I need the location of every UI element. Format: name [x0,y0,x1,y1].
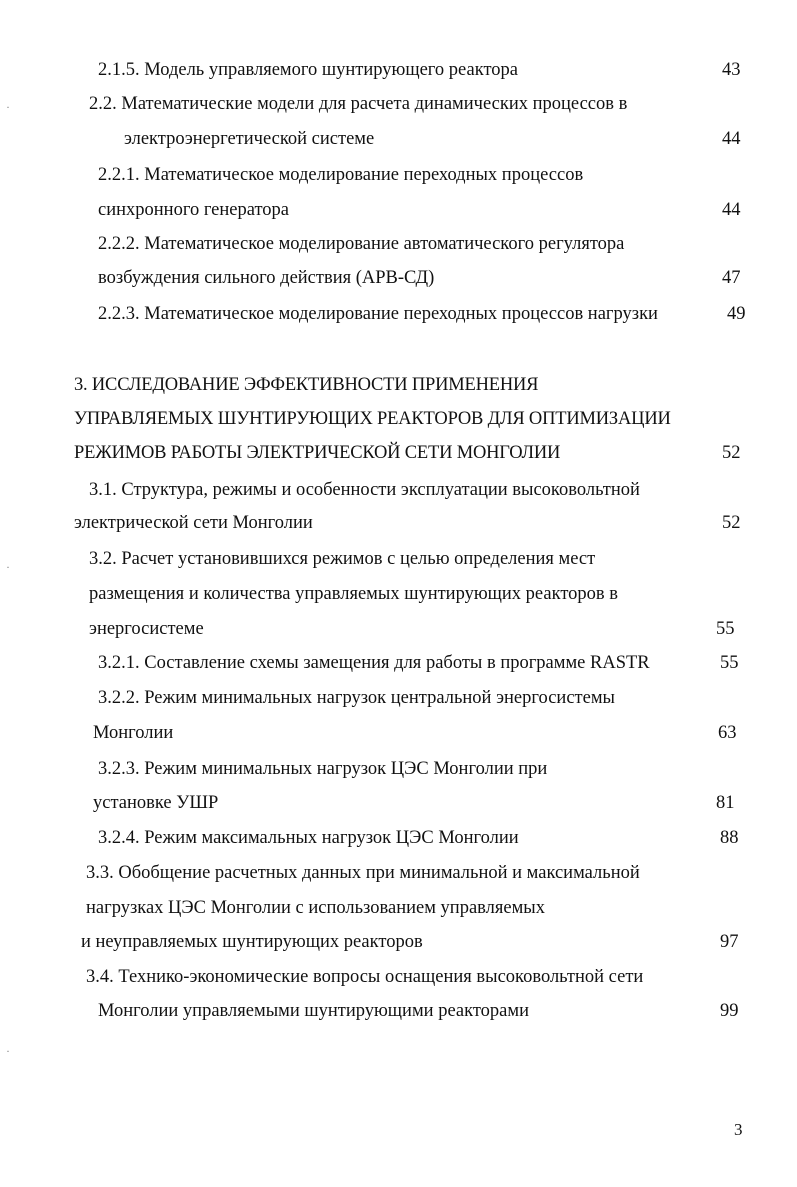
toc-entry-page: 88 [720,828,739,848]
toc-entry-text: электрической сети Монголии [74,513,313,533]
toc-entry-text: Монголии [93,723,174,743]
toc-entry-text: установке УШР [93,793,219,813]
chapter-heading-line: РЕЖИМОВ РАБОТЫ ЭЛЕКТРИЧЕСКОЙ СЕТИ МОНГОЛИИ [74,443,561,463]
toc-entry-text: 2.2. Математические модели для расчета динамических процессов в [89,94,628,114]
toc-entry-text: нагрузках ЦЭС Монголии с использованием управляемых [86,898,545,918]
toc-entry-page: 49 [727,304,746,324]
toc-entry-text: 2.2.1. Математическое моделирование переходных процессов [98,165,584,185]
toc-entry-text: 3.2.1. Составление схемы замещения для работы в программе RASTR [98,653,650,673]
toc-entry-page: 44 [722,200,741,220]
page-number: 3 [734,1120,743,1139]
toc-entry-text: 3.2. Расчет установившихся режимов с целью определения мест [89,549,596,569]
toc-entry-text: 3.4. Технико-экономические вопросы оснащения высоковольтной сети [86,967,644,987]
toc-entry-page: 63 [718,723,737,743]
chapter-heading-line: УПРАВЛЯЕМЫХ ШУНТИРУЮЩИХ РЕАКТОРОВ ДЛЯ ОПТИМИЗАЦИИ [74,409,671,429]
toc-entry-page: 55 [716,619,735,639]
toc-entry-text: 3.2.4. Режим максимальных нагрузок ЦЭС Монголии [98,828,519,848]
toc-entry-text: 3.2.3. Режим минимальных нагрузок ЦЭС Монголии при [98,759,548,779]
toc-entry-page: 52 [722,513,741,533]
scan-artifact: · [6,100,10,114]
toc-entry-text: 2.2.2. Математическое моделирование автоматического регулятора [98,234,625,254]
toc-entry-text: 2.1.5. Модель управляемого шунтирующего реактора [98,60,518,80]
toc-entry-text: возбуждения сильного действия (АРВ-СД) [98,268,435,288]
toc-entry-text: электроэнергетической системе [124,129,375,149]
toc-entry-page: 44 [722,129,741,149]
scan-artifact: · [6,560,10,574]
toc-entry-page: 52 [722,443,741,463]
toc-entry-text: размещения и количества управляемых шунтирующих реакторов в [89,584,619,604]
toc-entry-text: 3.2.2. Режим минимальных нагрузок центральной энергосистемы [98,688,615,708]
toc-entry-text: и неуправляемых шунтирующих реакторов [81,932,423,952]
scan-artifact: · [6,1044,10,1058]
toc-entry-page: 47 [722,268,741,288]
toc-entry-page: 99 [720,1001,739,1021]
chapter-heading-line: 3. ИССЛЕДОВАНИЕ ЭФФЕКТИВНОСТИ ПРИМЕНЕНИЯ [74,375,539,395]
toc-entry-page: 43 [722,60,741,80]
toc-entry-text: энергосистеме [89,619,204,639]
toc-entry-text: 3.3. Обобщение расчетных данных при минимальной и максимальной [86,863,640,883]
toc-entry-page: 55 [720,653,739,673]
toc-entry-text: синхронного генератора [98,200,290,220]
toc-entry-text: 2.2.3. Математическое моделирование переходных процессов нагрузки [98,304,658,324]
toc-entry-page: 97 [720,932,739,952]
toc-entry-text: Монголии управляемыми шунтирующими реакторами [98,1001,529,1021]
toc-entry-page: 81 [716,793,735,813]
toc-entry-text: 3.1. Структура, режимы и особенности эксплуатации высоковольтной [89,480,640,500]
